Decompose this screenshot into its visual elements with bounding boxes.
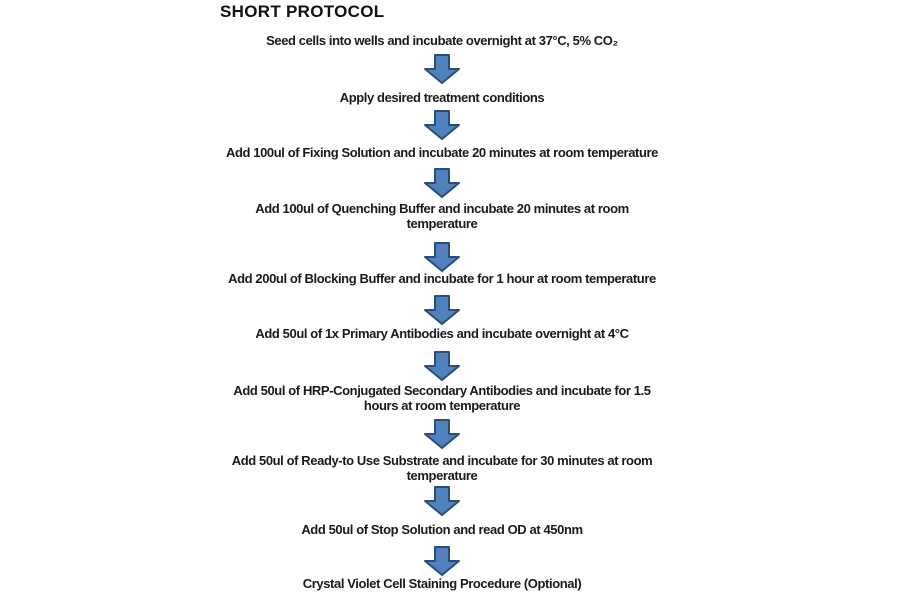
protocol-step-10 (0, 576, 884, 591)
protocol-step-3 (0, 145, 884, 160)
protocol-step-9 (0, 522, 884, 537)
down-arrow-icon (423, 168, 461, 198)
protocol-step-7 (0, 383, 884, 413)
step-text: Crystal Violet Cell Staining Procedure (Optional) (302, 576, 582, 591)
down-arrow-icon (423, 242, 461, 272)
protocol-step-4 (0, 201, 884, 231)
flow-arrow-8 (0, 486, 884, 516)
flow-arrow-2 (0, 110, 884, 140)
step-text: temperature (406, 468, 478, 483)
step-text: Apply desired treatment conditions (339, 90, 545, 105)
step-text: Add 50ul of HRP-Conjugated Secondary Antibodies and incubate for 1.5 (233, 383, 651, 398)
step-text: Add 50ul of 1x Primary Antibodies and incubate overnight at 4°C (255, 326, 629, 341)
step-text: Add 100ul of Fixing Solution and incubate 20 minutes at room temperature (225, 145, 659, 160)
protocol-step-6 (0, 326, 884, 341)
down-arrow-icon (423, 351, 461, 381)
step-text: Add 50ul of Ready-to Use Substrate and incubate for 30 minutes at room (231, 453, 653, 468)
down-arrow-icon (423, 110, 461, 140)
step-text: temperature (406, 216, 478, 231)
flow-arrow-3 (0, 168, 884, 198)
page-title: SHORT PROTOCOL (220, 2, 385, 21)
protocol-step-2 (0, 90, 884, 105)
flow-arrow-9 (0, 546, 884, 576)
protocol-step-8 (0, 453, 884, 483)
down-arrow-icon (423, 295, 461, 325)
flow-arrow-4 (0, 242, 884, 272)
down-arrow-icon (423, 546, 461, 576)
protocol-step-1 (0, 33, 884, 48)
step-text: hours at room temperature (363, 398, 521, 413)
step-text: Seed cells into wells and incubate overnight at 37°C, 5% CO₂ (266, 33, 618, 48)
flow-arrow-5 (0, 295, 884, 325)
flow-arrow-1 (0, 54, 884, 84)
down-arrow-icon (423, 486, 461, 516)
step-text: Add 50ul of Stop Solution and read OD at 450nm (301, 522, 583, 537)
flow-arrow-7 (0, 419, 884, 449)
step-text: Add 100ul of Quenching Buffer and incubate 20 minutes at room (255, 201, 629, 216)
step-text: Add 200ul of Blocking Buffer and incubate for 1 hour at room temperature (228, 271, 656, 286)
flow-arrow-6 (0, 351, 884, 381)
down-arrow-icon (423, 419, 461, 449)
protocol-step-5 (0, 271, 884, 286)
down-arrow-icon (423, 54, 461, 84)
